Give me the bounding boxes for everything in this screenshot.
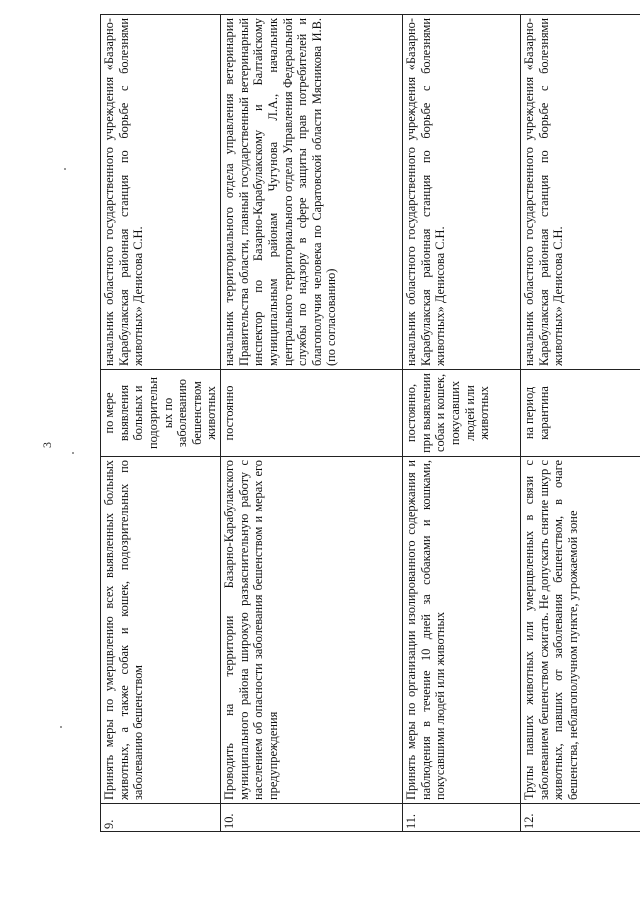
row-number: 10. [221,804,403,832]
table-row [221,15,403,832]
measures-table-rotated [100,18,640,832]
row-term: по мере выявления больных и подозрительных по заболеванию бешенством животных [101,370,221,457]
scan-speck [64,168,66,170]
scan-speck [60,726,62,728]
row-responsible: начальник областного государственного учреждения «Базарно-Карабулакская районная станция по борьбе с болезнями животных» Денисова С.Н. [101,15,221,370]
page-number: 3 [40,442,54,448]
row-number: 11. [403,804,521,832]
row-term: на период карантина [521,370,640,457]
row-number: 9. [101,804,221,832]
table-row [521,15,640,832]
row-responsible: начальник областного государственного учреждения «Базарно-Карабулакская районная станция по борьбе с болезнями животных» Денисова С.Н. [521,15,640,370]
table-row [403,15,521,832]
row-responsible: начальник областного государственного учреждения «Базарно-Карабулакская районная станция по борьбе с болезнями животных» Денисова С.Н. [403,15,521,370]
row-number: 12. [521,804,640,832]
row-action: Принять меры по организации изолированного содержания и наблюдения в течение 10 дней за собаками и кошками, покусавшими людей или животных [403,457,521,804]
row-responsible: начальник территориального отдела управления ветеринарии Правительства области, главный государственный ветеринарный инспектор по Базарно-Карабулакскому и Балтайскому муниципальным районам Чугунова Л.А., начальник центрального территориального отдела Управления Федеральной службы по надзору в сфере защиты прав потребителей и благополучия человека по Саратовской области Мясникова И.В. (по согласованию) [221,15,403,370]
row-term: постоянно, при выявлении собак и кошек, покусавших людей или животных [403,370,521,457]
scan-speck [72,452,74,454]
row-term: постоянно [221,370,403,457]
row-action: Трупы павших животных или умерщвленных в связи с заболеванием бешенством сжигать. Не допускать снятие шкур с животных, павших от заболевания бешенством, в очаге бешенства, неблагополучном пункте, угрожаемой зоне [521,457,640,804]
measures-table [100,14,640,832]
table-row [101,15,221,832]
row-action: Принять меры по умерщвлению всех выявленных больных животных, а также собак и кошек, подозрительных по заболеванию бешенством [101,457,221,804]
row-action: Проводить на территории Базарно-Карабулакского муниципального района широкую разъяснительную работу с населением об опасности заболевания бешенством и мерах его предупреждения [221,457,403,804]
